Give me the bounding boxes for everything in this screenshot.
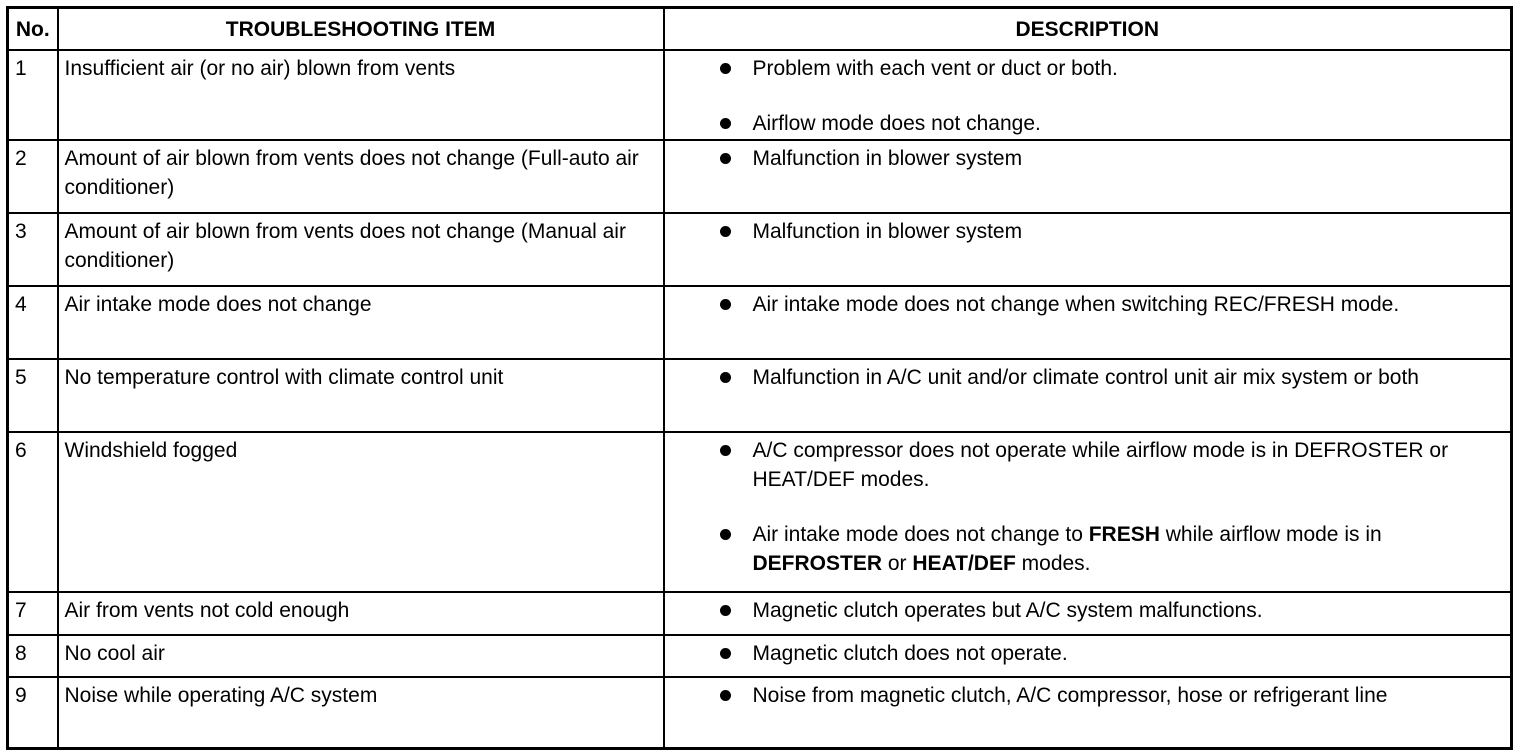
bullet-icon (720, 648, 731, 659)
description-point: Air intake mode does not change when switching REC/FRESH mode. (671, 290, 1505, 319)
bullet-icon (720, 445, 731, 456)
row-number: 6 (8, 432, 58, 592)
troubleshooting-item: No cool air (58, 635, 664, 678)
description-point: Problem with each vent or duct or both. (671, 54, 1505, 83)
bullet-icon (720, 118, 731, 129)
description-cell (664, 677, 1512, 748)
bullet-icon (720, 153, 731, 164)
troubleshooting-item: Insufficient air (or no air) blown from vents (58, 50, 664, 140)
table-row (8, 286, 1512, 359)
description-point: Airflow mode does not change. (671, 109, 1505, 138)
description-point: Magnetic clutch operates but A/C system malfunctions. (671, 596, 1505, 625)
troubleshooting-item: Air from vents not cold enough (58, 592, 664, 635)
row-number: 4 (8, 286, 58, 359)
description-cell (664, 432, 1512, 592)
description-cell (664, 50, 1512, 140)
row-number: 8 (8, 635, 58, 678)
bullet-icon (720, 63, 731, 74)
description-point: Magnetic clutch does not operate. (671, 639, 1505, 668)
description-cell (664, 359, 1512, 432)
header-description: DESCRIPTION (664, 8, 1512, 51)
description-point: Noise from magnetic clutch, A/C compressor, hose or refrigerant line (671, 681, 1505, 710)
table-row (8, 359, 1512, 432)
description-point: Malfunction in blower system (671, 144, 1505, 173)
troubleshooting-item: No temperature control with climate control unit (58, 359, 664, 432)
description-point: Malfunction in blower system (671, 217, 1505, 246)
bullet-icon (720, 226, 731, 237)
troubleshooting-item: Windshield fogged (58, 432, 664, 592)
description-point: Air intake mode does not change to FRESH while airflow mode is in DEFROSTER or HEAT/DEF modes. (671, 520, 1505, 578)
troubleshooting-item: Air intake mode does not change (58, 286, 664, 359)
troubleshooting-table (6, 6, 1513, 750)
description-cell (664, 213, 1512, 286)
description-point: Malfunction in A/C unit and/or climate control unit air mix system or both (671, 363, 1505, 392)
row-number: 9 (8, 677, 58, 748)
table-row (8, 592, 1512, 635)
table-row (8, 140, 1512, 213)
table-row (8, 432, 1512, 592)
bullet-icon (720, 690, 731, 701)
table-row (8, 50, 1512, 140)
row-number: 1 (8, 50, 58, 140)
bullet-icon (720, 299, 731, 310)
header-item: TROUBLESHOOTING ITEM (58, 8, 664, 51)
troubleshooting-item: Noise while operating A/C system (58, 677, 664, 748)
troubleshooting-item: Amount of air blown from vents does not change (Manual air conditioner) (58, 213, 664, 286)
header-no: No. (8, 8, 58, 51)
bullet-icon (720, 372, 731, 383)
table-row (8, 635, 1512, 678)
row-number: 3 (8, 213, 58, 286)
table-row (8, 677, 1512, 748)
bullet-icon (720, 529, 731, 540)
troubleshooting-item: Amount of air blown from vents does not change (Full-auto air conditioner) (58, 140, 664, 213)
row-number: 7 (8, 592, 58, 635)
description-point: A/C compressor does not operate while airflow mode is in DEFROSTER or HEAT/DEF modes. (671, 436, 1505, 494)
bullet-icon (720, 605, 731, 616)
description-cell (664, 592, 1512, 635)
header-row (8, 8, 1512, 51)
table-row (8, 213, 1512, 286)
description-cell (664, 286, 1512, 359)
description-cell (664, 635, 1512, 678)
row-number: 5 (8, 359, 58, 432)
row-number: 2 (8, 140, 58, 213)
description-cell (664, 140, 1512, 213)
